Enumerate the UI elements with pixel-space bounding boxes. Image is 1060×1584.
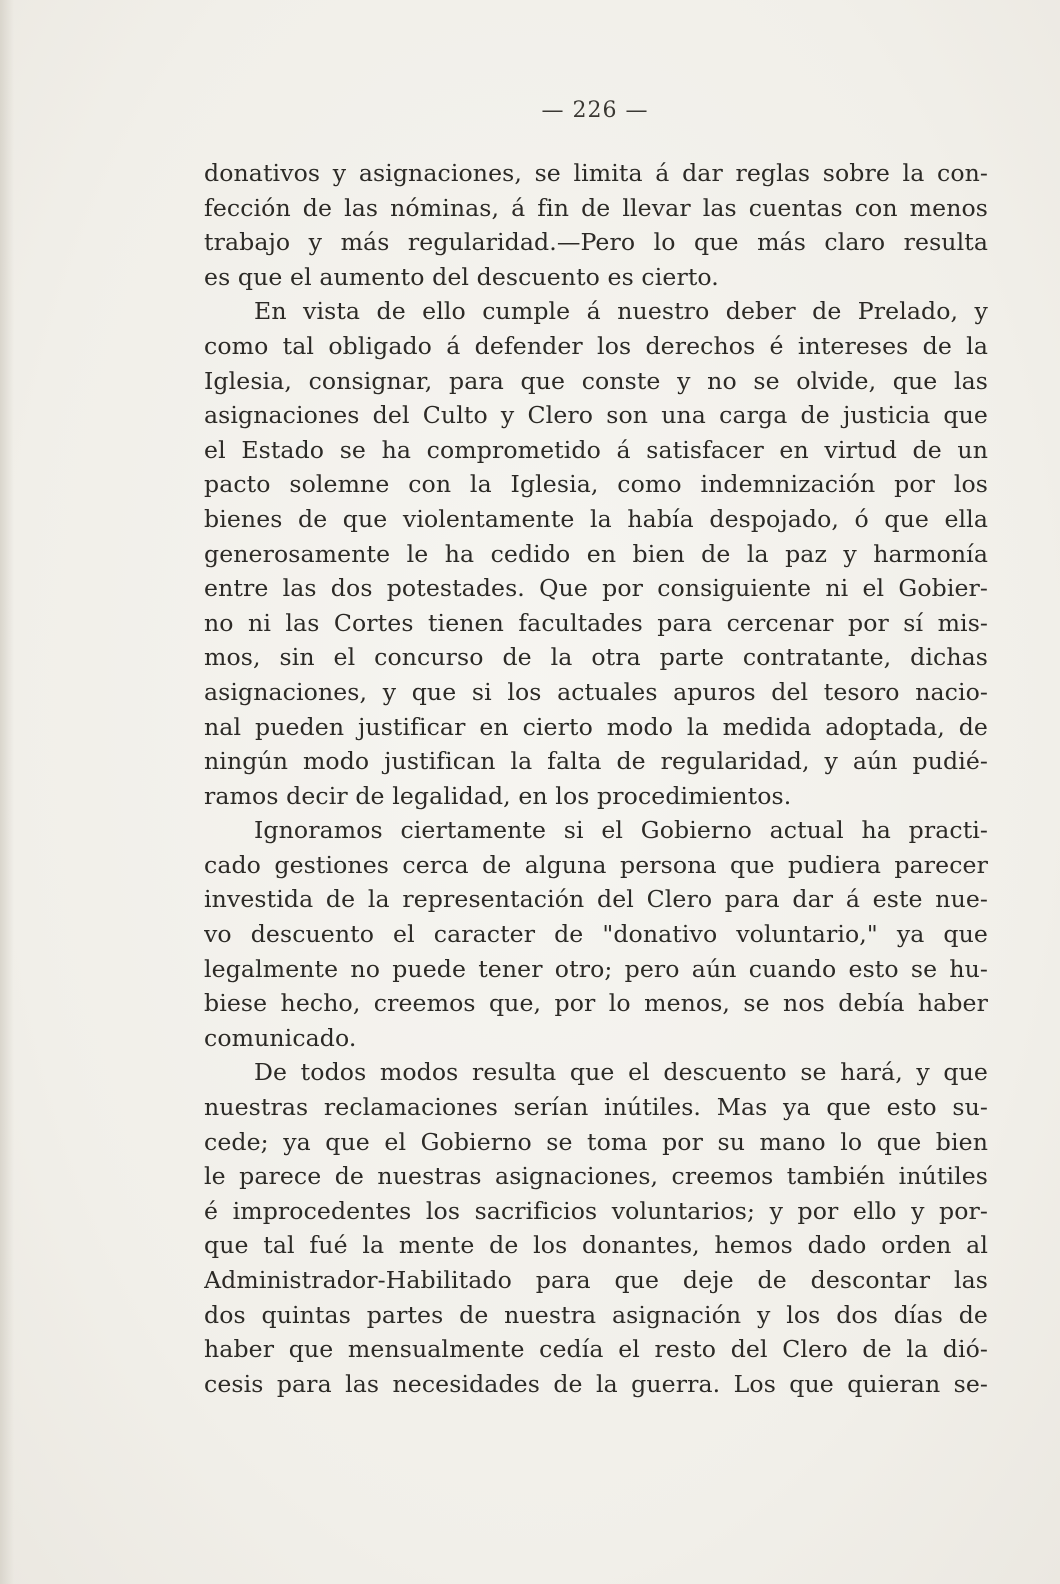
text-line: cado gestiones cerca de alguna persona que pudiera parecer (204, 850, 988, 879)
text-line: investida de la representación del Clero para dar á este nue- (204, 885, 988, 914)
text-line: comunicado. (204, 1023, 357, 1052)
text-line: trabajo y más regularidad.—Pero lo que más claro resulta (204, 228, 988, 257)
text-line: cesis para las necesidades de la guerra. Los que quieran se- (204, 1369, 988, 1398)
text-line: que tal fué la mente de los donantes, hemos dado orden al (204, 1231, 988, 1260)
text-line: no ni las Cortes tienen facultades para cercenar por sí mis- (204, 608, 988, 637)
text-line: haber que mensualmente cedía el resto del Clero de la dió- (204, 1335, 988, 1364)
text-line: asignaciones del Culto y Clero son una carga de justicia que (204, 401, 988, 430)
page-number: — 226 — (541, 98, 649, 123)
text-line: nuestras reclamaciones serían inútiles. Mas ya que esto su- (204, 1093, 988, 1122)
text-line: entre las dos potestades. Que por consiguiente ni el Gobier- (204, 574, 988, 603)
text-line: biese hecho, creemos que, por lo menos, se nos debía haber (204, 989, 988, 1018)
text-line: Administrador-Habilitado para que deje de descontar las (204, 1266, 988, 1294)
paragraph-start-line: De todos modos resulta que el descuento se hará, y que (254, 1058, 988, 1087)
text-line: Iglesia, consignar, para que conste y no se olvide, que las (204, 366, 988, 395)
text-line: mos, sin el concurso de la otra parte contratante, dichas (204, 643, 988, 672)
text-line: ningún modo justifican la falta de regularidad, y aún pudié- (204, 747, 988, 776)
text-line: como tal obligado á defender los derechos é intereses de la (204, 331, 988, 360)
text-line: nal pueden justificar en cierto modo la medida adoptada, de (204, 712, 988, 741)
paragraph-start-line: Ignoramos ciertamente si el Gobierno actual ha practi- (254, 816, 988, 845)
text-line: vo descuento el caracter de "donativo voluntario," ya que (204, 920, 988, 949)
paragraph-start-line: En vista de ello cumple á nuestro deber de Prelado, y (254, 297, 988, 326)
text-line: dos quintas partes de nuestra asignación y los dos días de (204, 1300, 988, 1329)
text-line: donativos y asignaciones, se limita á dar reglas sobre la con- (204, 159, 988, 187)
text-line: asignaciones, y que si los actuales apuros del tesoro nacio- (204, 677, 988, 706)
text-line: fección de las nóminas, á fin de llevar las cuentas con menos (204, 193, 988, 222)
text-line: cede; ya que el Gobierno se toma por su mano lo que bien (204, 1127, 988, 1156)
text-line: é improcedentes los sacrificios voluntarios; y por ello y por- (204, 1196, 988, 1225)
text-line: pacto solemne con la Iglesia, como indemnización por los (204, 470, 988, 499)
body-text (204, 156, 988, 1401)
page-edge-shadow (0, 0, 14, 1584)
text-line: generosamente le ha cedido en bien de la paz y harmonía (204, 539, 988, 568)
text-line: es que el aumento del descuento es cierto. (204, 262, 719, 291)
text-line: bienes de que violentamente la había despojado, ó que ella (204, 504, 988, 533)
text-line: ramos decir de legalidad, en los procedimientos. (204, 781, 792, 810)
text-line: el Estado se ha comprometido á satisfacer en virtud de un (204, 435, 988, 464)
text-line: le parece de nuestras asignaciones, creemos también inútiles (204, 1162, 988, 1191)
text-line: legalmente no puede tener otro; pero aún cuando esto se hu- (204, 954, 988, 983)
